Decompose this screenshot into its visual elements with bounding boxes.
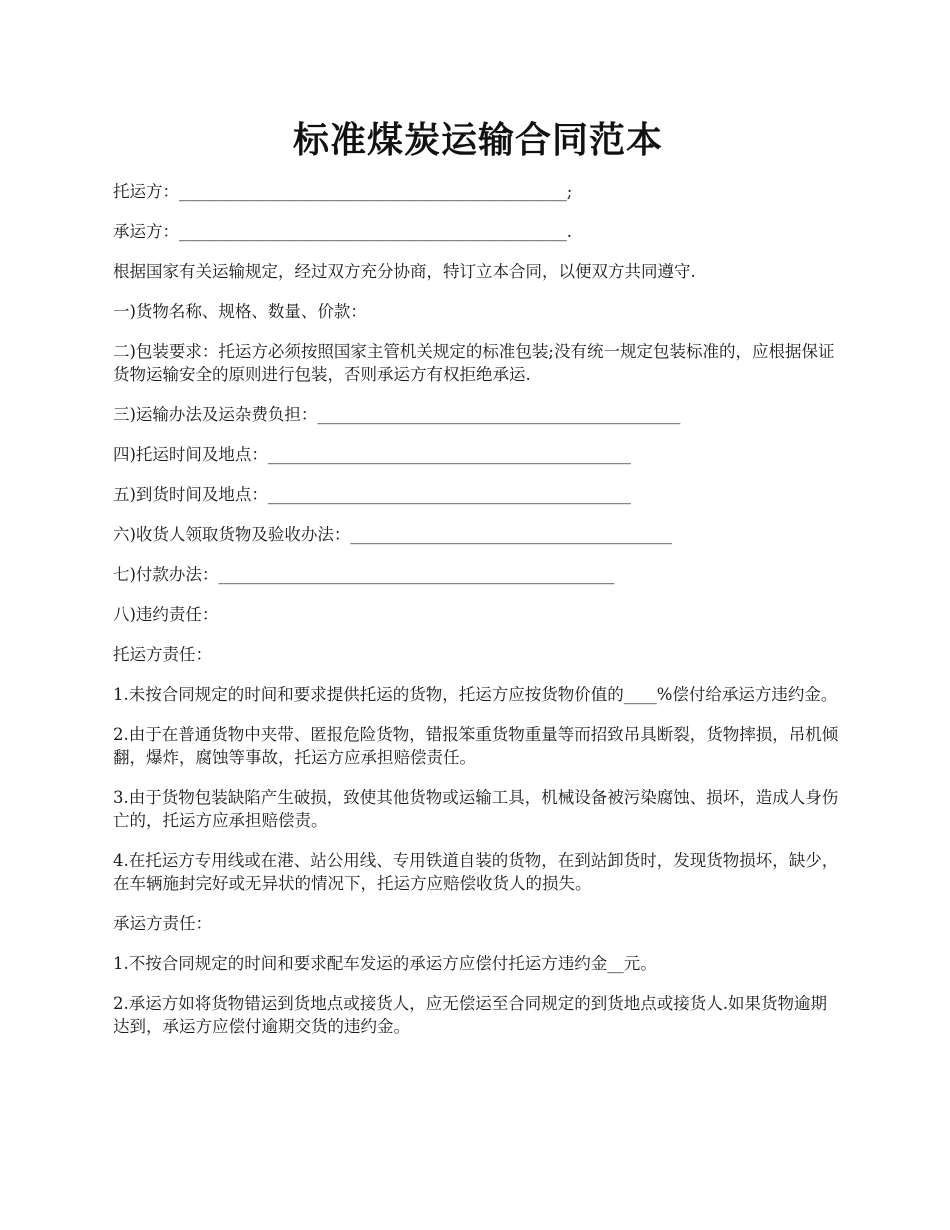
- clause-5-arrival-time: 五)到货时间及地点：____________________________________________: [113, 485, 631, 504]
- document-title: 标准煤炭运输合同范本: [292, 119, 663, 161]
- clause-2-packaging: 二)包装要求：托运方必须按照国家主管机关规定的标准包装;没有统一规定包装标准的，应根据保证货物运输安全的原则进行包装，否则承运方有权拒绝承运.: [113, 342, 835, 384]
- carrier-liability-item: 2.承运方如将货物错运到货地点或接货人，应无偿运至合同规定的到货地点或接货人.如果货物逾期达到，承运方应偿付逾期交货的违约金。: [113, 994, 827, 1036]
- preamble-paragraph: 根据国家有关运输规定，经过双方充分协商，特订立本合同，以便双方共同遵守.: [113, 262, 696, 281]
- clause-7-payment: 七)付款办法：________________________________________________: [113, 565, 615, 584]
- clause-4-shipping-time: 四)托运时间及地点：____________________________________________: [113, 445, 631, 464]
- clause-6-receipt-inspection: 六)收货人领取货物及验收办法：_______________________________________: [113, 525, 673, 544]
- shipper-liability-item: 4.在托运方专用线或在港、站公用线、专用铁道自装的货物，在到站卸货时，发现货物损坏，缺少，在车辆施封完好或无异状的情况下，托运方应赔偿收货人的损失。: [113, 851, 839, 893]
- clause-1-goods: 一)货物名称、规格、数量、价款：: [113, 302, 367, 321]
- carrier-line: 承运方：_______________________________________________.: [113, 222, 572, 241]
- carrier-liability-item: 1.不按合同规定的时间和要求配车发运的承运方应偿付托运方违约金__元。: [113, 954, 657, 973]
- carrier-liability-heading: 承运方责任：: [113, 914, 212, 933]
- shipper-liability-heading: 托运方责任：: [113, 645, 212, 664]
- shipper-liability-item: 1.未按合同规定的时间和要求提供托运的货物，托运方应按货物价值的____%偿付给承运方违约金。: [113, 685, 838, 704]
- clause-3-transport-fees: 三)运输办法及运杂费负担：____________________________________________: [113, 405, 681, 424]
- document-body: [113, 180, 843, 1055]
- shipper-line: 托运方：_______________________________________________;: [113, 182, 573, 201]
- shipper-liability-item: 2.由于在普通货物中夹带、匿报危险货物，错报笨重货物重量等而招致吊具断裂，货物摔损，吊机倾翻，爆炸，腐蚀等事故，托运方应承担赔偿责任。: [113, 725, 839, 767]
- shipper-liability-item: 3.由于货物包装缺陷产生破损，致使其他货物或运输工具，机械设备被污染腐蚀、损坏，造成人身伤亡的，托运方应承担赔偿责。: [113, 788, 839, 830]
- clause-8-liability: 八)违约责任：: [113, 605, 219, 624]
